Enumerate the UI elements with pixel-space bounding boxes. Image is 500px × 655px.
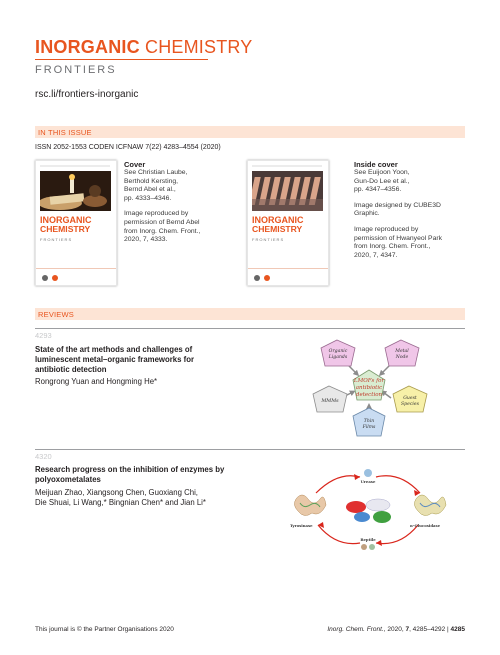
graphic-label: Reptile (360, 537, 376, 542)
graphic-node-label: MMMs (321, 399, 339, 404)
graphic-label: Urease (360, 479, 376, 484)
copyright-footer: This journal is © the Partner Organisations 2020 (35, 626, 174, 633)
svg-text:Ligands: Ligands (328, 355, 348, 360)
inside-cover-thumbnail[interactable] (247, 160, 329, 286)
cover-illustration (40, 171, 111, 211)
title-rule (35, 59, 208, 60)
svg-text:Node: Node (395, 355, 409, 360)
graphic-label: Tyrosinase (290, 523, 313, 528)
rsc-logo-icon (264, 275, 270, 281)
journal-url[interactable]: rsc.li/frontiers-inorganic (35, 89, 139, 100)
inside-cover-caption: Inside cover See Euijoon Yoon, Gun-Do Lee et al., pp. 4347–4356. Image designed by CUBE3D Graphic. Image reproduced by permission of Hwanyeol Park from Inorg. Chem. Front., 2020, 7, 4347. (354, 160, 443, 259)
cover-title: CHEMISTRY (40, 224, 91, 234)
journal-subtitle: FRONTIERS (35, 64, 117, 76)
society-logo-icon (254, 275, 260, 281)
cover-thumbnail[interactable] (35, 160, 117, 286)
article-authors: Rongrong Yuan and Hongming He* (35, 377, 158, 386)
journal-title: INORGANIC CHEMISTRY (35, 37, 253, 57)
society-logo-icon (42, 275, 48, 281)
rsc-logo-icon (52, 275, 58, 281)
graphic-center-label: antibiotic (355, 385, 383, 391)
graphic-center-label: detection (355, 392, 383, 398)
reviews-bar (35, 308, 465, 320)
cover-subtitle: FRONTIERS (252, 237, 285, 242)
svg-text:Species: Species (401, 402, 419, 407)
cover-subtitle: FRONTIERS (40, 237, 73, 242)
svg-text:Thin: Thin (363, 419, 375, 424)
graphic-center-label: LMOFs for (353, 378, 385, 384)
cover-caption: Cover See Christian Laube, Berthold Kersting, Bernd Abel et al., pp. 4333–4346. Image reproduced by permission of Bernd Abel from Inorg. Chem. Front., 2020, 7, 4333. (124, 160, 201, 244)
in-this-issue-label: IN THIS ISSUE (38, 128, 92, 137)
cover-title: INORGANIC (40, 215, 92, 225)
reviews-label: REVIEWS (38, 310, 74, 319)
svg-text:Films: Films (362, 425, 376, 430)
lmof-graphic (305, 336, 435, 440)
issn-line: ISSN 2052-1553 CODEN ICFNAW 7(22) 4283–4554 (2020) (35, 144, 221, 151)
svg-text:Metal: Metal (395, 349, 409, 354)
article-authors: Meijuan Zhao, Xiangsong Chen, Guoxiang Chi, Die Shuai, Li Wang,* Bingnian Chen* and Jian Li* (35, 488, 206, 507)
article-title[interactable]: Research progress on the inhibition of enzymes by polyoxometalates (35, 465, 225, 484)
cover-title: INORGANIC (252, 215, 304, 225)
enzyme-graphic (278, 463, 458, 553)
graphic-label: α-Glucosidase (410, 523, 441, 528)
article-title[interactable]: State of the art methods and challenges of luminescent metal–organic frameworks for antibiotic detection (35, 345, 195, 374)
page-number: 4293 (35, 331, 52, 340)
divider (35, 328, 465, 329)
divider (35, 449, 465, 450)
cover-title: CHEMISTRY (252, 224, 303, 234)
svg-text:Guest: Guest (403, 396, 417, 401)
citation-footer: Inorg. Chem. Front., 2020, 7, 4285–4292 | 4285 (327, 626, 465, 633)
inside-cover-illustration (252, 171, 323, 211)
svg-text:Organic: Organic (328, 349, 348, 354)
page-number: 4320 (35, 452, 52, 461)
in-this-issue-bar (35, 126, 465, 138)
